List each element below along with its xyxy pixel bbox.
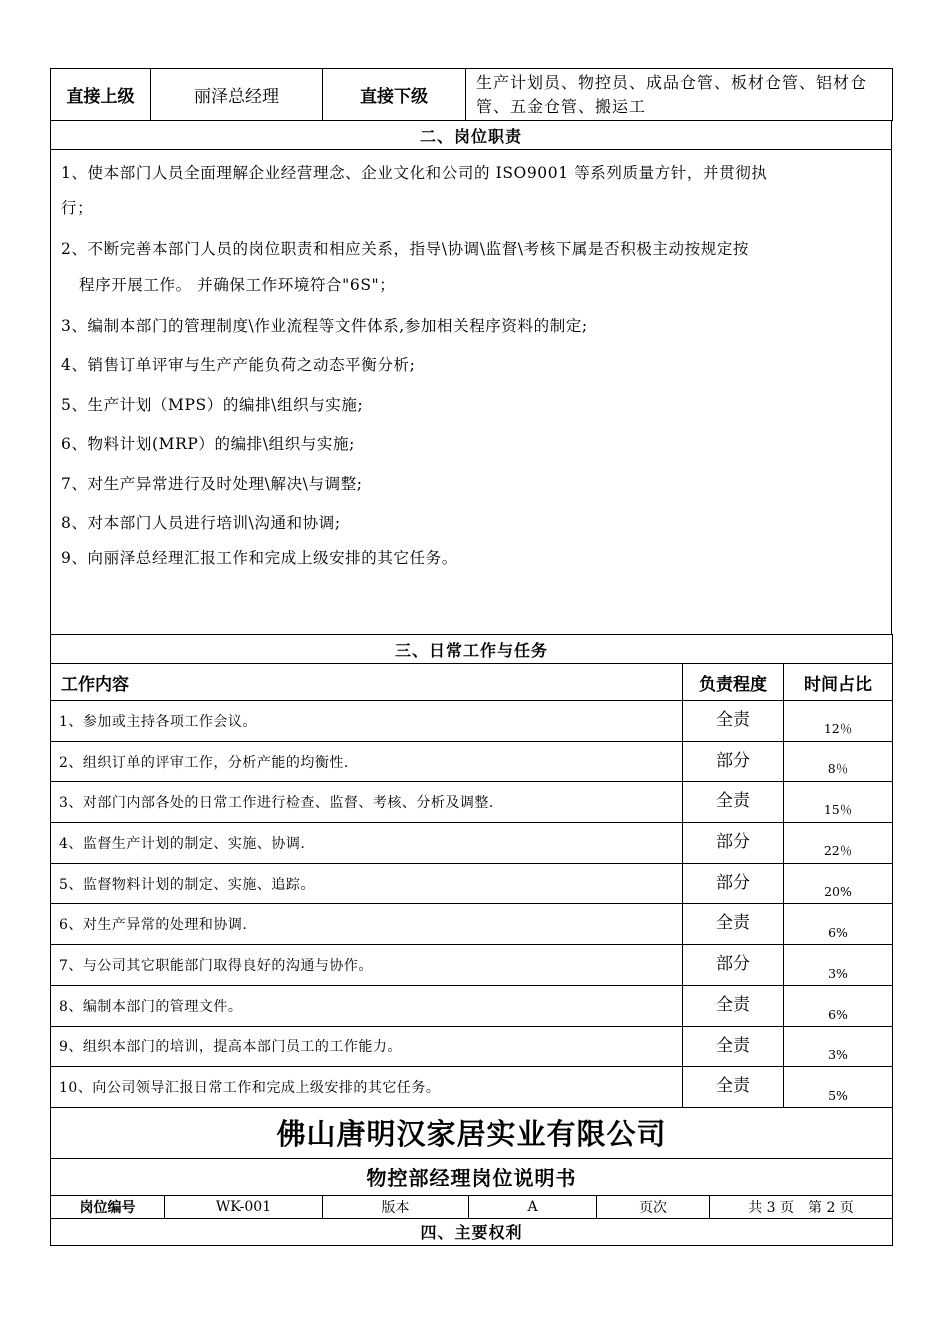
subordinate-label: 直接下级 <box>323 69 466 121</box>
daily-tasks-table <box>50 634 893 1108</box>
table-row <box>51 863 893 904</box>
task-responsibility: 部分 <box>683 823 784 864</box>
task-time-share: 3% <box>784 1026 893 1067</box>
task-text: 6、对生产异常的处理和协调. <box>51 904 683 945</box>
task-responsibility: 全责 <box>683 701 784 742</box>
task-time-share: 6% <box>784 985 893 1026</box>
page-label: 页次 <box>597 1195 710 1218</box>
task-text: 4、监督生产计划的制定、实施、协调. <box>51 823 683 864</box>
duty-item: 程序开展工作。 并确保工作环境符合"6S"； <box>79 276 396 294</box>
table-row <box>51 782 893 823</box>
subordinate-value: 生产计划员、物控员、成品仓管、板材仓管、铝材仓管、五金仓管、搬运工 <box>466 69 893 121</box>
duty-item: 2、不断完善本部门人员的岗位职责和相应关系，指导\协调\监督\考核下属是否积极主动按规定按 <box>61 240 750 258</box>
job-description-sheet <box>50 68 892 1246</box>
task-text: 8、编制本部门的管理文件。 <box>51 985 683 1026</box>
company-name: 佛山唐明汉家居实业有限公司 <box>51 1107 893 1158</box>
page-value: 共 3 页 第 2 页 <box>710 1195 893 1218</box>
table-row <box>51 1067 893 1108</box>
table-row <box>51 701 893 742</box>
reporting-table <box>50 68 893 121</box>
task-responsibility: 部分 <box>683 741 784 782</box>
col-header-time-share: 时间占比 <box>784 664 893 701</box>
table-row <box>51 945 893 986</box>
duties-list <box>51 150 892 635</box>
task-text: 2、组织订单的评审工作，分析产能的均衡性. <box>51 741 683 782</box>
task-text: 5、监督物料计划的制定、实施、追踪。 <box>51 863 683 904</box>
duty-item: 9、向丽泽总经理汇报工作和完成上级安排的其它任务。 <box>61 549 458 567</box>
task-time-share: 8％ <box>784 741 893 782</box>
task-time-share: 6% <box>784 904 893 945</box>
task-text: 3、对部门内部各处的日常工作进行检查、监督、考核、分析及调整. <box>51 782 683 823</box>
section3-title: 三、日常工作与任务 <box>51 635 893 664</box>
task-responsibility: 全责 <box>683 904 784 945</box>
task-responsibility: 部分 <box>683 945 784 986</box>
table-row <box>51 904 893 945</box>
table-row <box>51 741 893 782</box>
duties-table <box>50 120 892 635</box>
task-time-share: 3% <box>784 945 893 986</box>
col-header-content: 工作内容 <box>51 664 683 701</box>
duty-item: 8、对本部门人员进行培训\沟通和协调; <box>61 514 341 532</box>
task-time-share: 22％ <box>784 823 893 864</box>
task-responsibility: 全责 <box>683 1026 784 1067</box>
task-time-share: 20% <box>784 863 893 904</box>
table-row <box>51 823 893 864</box>
duty-item: 5、生产计划（MPS）的编排\组织与实施; <box>61 396 364 414</box>
version-value: A <box>469 1195 597 1218</box>
document-title: 物控部经理岗位说明书 <box>51 1158 893 1195</box>
duty-item: 7、对生产异常进行及时处理\解决\与调整; <box>61 475 363 493</box>
document-header-table <box>50 1107 893 1246</box>
superior-value: 丽泽总经理 <box>151 69 323 121</box>
task-responsibility: 全责 <box>683 985 784 1026</box>
task-time-share: 12％ <box>784 701 893 742</box>
task-text: 7、与公司其它职能部门取得良好的沟通与协作。 <box>51 945 683 986</box>
task-text: 9、组织本部门的培训，提高本部门员工的工作能力。 <box>51 1026 683 1067</box>
task-responsibility: 全责 <box>683 1067 784 1108</box>
position-code-value: WK-001 <box>165 1195 323 1218</box>
task-responsibility: 部分 <box>683 863 784 904</box>
table-row <box>51 1026 893 1067</box>
task-time-share: 5% <box>784 1067 893 1108</box>
task-text: 1、参加或主持各项工作会议。 <box>51 701 683 742</box>
position-code-label: 岗位编号 <box>51 1195 165 1218</box>
table-row <box>51 985 893 1026</box>
duty-item: 行； <box>61 199 94 217</box>
task-time-share: 15％ <box>784 782 893 823</box>
col-header-responsibility: 负责程度 <box>683 664 784 701</box>
duty-item: 3、编制本部门的管理制度\作业流程等文件体系,参加相关程序资料的制定; <box>61 317 588 335</box>
section4-title: 四、主要权利 <box>51 1218 893 1245</box>
section2-title: 二、岗位职责 <box>51 121 892 150</box>
duty-item: 6、物料计划(MRP）的编排\组织与实施; <box>61 435 355 453</box>
task-responsibility: 全责 <box>683 782 784 823</box>
task-text: 10、向公司领导汇报日常工作和完成上级安排的其它任务。 <box>51 1067 683 1108</box>
version-label: 版本 <box>323 1195 469 1218</box>
duty-item: 4、销售订单评审与生产产能负荷之动态平衡分析; <box>61 356 416 374</box>
superior-label: 直接上级 <box>51 69 151 121</box>
duty-item: 1、使本部门人员全面理解企业经营理念、企业文化和公司的 ISO9001 等系列质量方针，并贯彻执 <box>61 164 768 182</box>
